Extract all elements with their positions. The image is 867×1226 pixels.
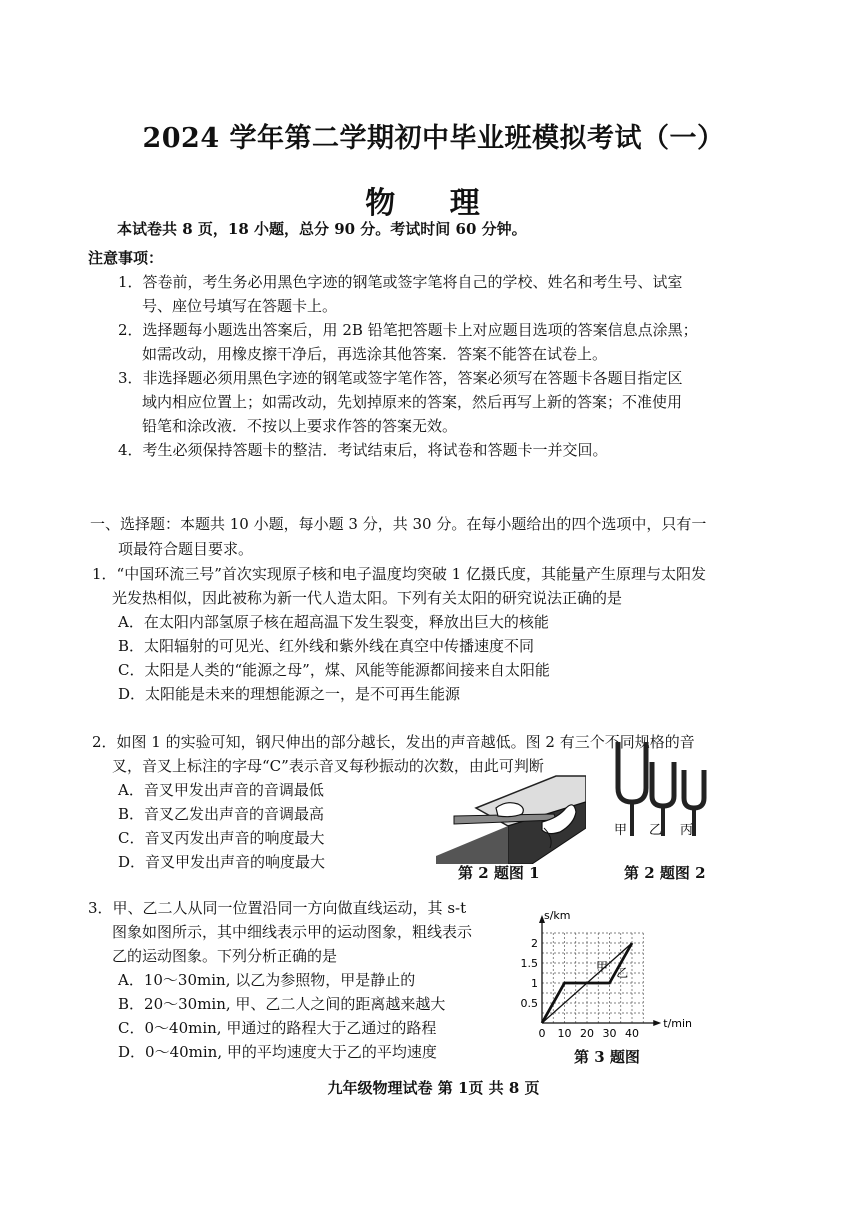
q2-option-d: D．音叉甲发出声音的响度最大 [118, 853, 326, 871]
note-line: 4．考生必须保持答题卡的整洁．考试结束后，将试卷和答题卡一并交回。 [118, 441, 608, 459]
q3-stem: 3．甲、乙二人从同一位置沿同一方向做直线运动，其 s-t [88, 899, 467, 917]
q1-stem-cont: 光发热相似，因此被称为新一代人造太阳。下列有关太阳的研究说法正确的是 [112, 589, 623, 607]
x-tick-label: 40 [625, 1027, 639, 1040]
y-axis-label: s/km [544, 909, 571, 922]
q3-option-b: B．20～30min, 甲、乙二人之间的距离越来越大 [118, 995, 446, 1013]
q2-fig2-caption: 第 2 题图 2 [624, 864, 706, 882]
q3-option-c: C．0～40min, 甲通过的路程大于乙通过的路程 [118, 1019, 437, 1037]
q2-option-a: A．音叉甲发出声音的音调最低 [118, 781, 324, 799]
x-tick-label: 20 [580, 1027, 594, 1040]
q1-stem: 1．“中国环流三号”首次实现原子核和电子温度均突破 1 亿摄氏度，其能量产生原理与太阳发 [92, 565, 706, 583]
fork-label-jia: 甲 [614, 823, 628, 838]
q1-option-b: B．太阳辐射的可见光、红外线和紫外线在真空中传播速度不同 [118, 637, 535, 655]
q2-stem-cont: 叉，音叉上标注的字母“C”表示音叉每秒振动的次数，由此可判断 [112, 757, 544, 775]
fork-jia-icon [618, 742, 646, 802]
note-line: 域内相应位置上；如需改动，先划掉原来的答案，然后再写上新的答案；不准使用 [142, 393, 683, 411]
q1-option-d: D．太阳能是未来的理想能源之一，是不可再生能源 [118, 685, 461, 703]
q1-option-c: C．太阳是人类的“能源之母”，煤、风能等能源都间接来自太阳能 [118, 661, 550, 679]
note-line: 铅笔和涂改液．不按以上要求作答的答案无效。 [142, 417, 458, 435]
exam-title: 2024 学年第二学期初中毕业班模拟考试（一） [142, 123, 725, 154]
y-tick-label: 0.5 [520, 997, 538, 1010]
y-tick-label: 1 [531, 977, 538, 990]
fork-label-bing: 丙 [680, 823, 694, 838]
section1-header: 一、选择题：本题共 10 小题，每小题 3 分，共 30 分。在每小题给出的四个选项中，只有一 [90, 515, 707, 533]
hand-press [496, 803, 523, 817]
fork-bing-icon [684, 770, 704, 808]
q3-option-a: A．10～30min, 以乙为参照物，甲是静止的 [118, 971, 416, 989]
subject-title: 物 理 [365, 186, 502, 221]
page-footer: 九年级物理试卷 第 1页 共 8 页 [327, 1079, 540, 1097]
q1-option-a: A．在太阳内部氢原子核在超高温下发生裂变，释放出巨大的核能 [118, 613, 549, 631]
ruler-experiment-figure [436, 768, 586, 864]
notes-heading: 注意事项： [88, 249, 164, 267]
series-label-yi: 乙 [616, 966, 629, 980]
q3-stem-cont: 图象如图所示，其中细线表示甲的运动图象，粗线表示 [112, 923, 473, 941]
st-graph [520, 895, 700, 1050]
section1-header-cont: 项最符合题目要求。 [118, 540, 254, 558]
note-line: 号、座位号填写在答题卡上。 [142, 297, 338, 315]
x-axis-arrow [653, 1020, 661, 1026]
note-line: 1．答卷前，考生务必用黑色字迹的钢笔或签字笔将自己的学校、姓名和考生号、试室 [118, 273, 683, 291]
q2-option-b: B．音叉乙发出声音的音调最高 [118, 805, 325, 823]
x-axis-label: t/min [663, 1017, 693, 1030]
q3-fig-caption: 第 3 题图 [574, 1048, 640, 1066]
x-tick-label: 30 [602, 1027, 617, 1040]
note-line: 2．选择题每小题选出答案后，用 2B 铅笔把答题卡上对应题目选项的答案信息点涂黑； [118, 321, 698, 339]
note-line: 如需改动，用橡皮擦干净后，再选涂其他答案．答案不能答在试卷上。 [142, 345, 608, 363]
tuning-forks-figure [612, 740, 716, 840]
y-tick-label: 2 [531, 937, 538, 950]
table-leg [436, 826, 508, 864]
note-line: 3．非选择题必须用黑色字迹的钢笔或签字笔作答，答案必须写在答题卡各题目指定区 [118, 369, 683, 387]
x-tick-label: 0 [538, 1027, 546, 1040]
q2-fig1-caption: 第 2 题图 1 [458, 864, 540, 882]
q2-stem: 2．如图 1 的实验可知，钢尺伸出的部分越长，发出的声音越低。图 2 有三个不同规格的音 [92, 733, 695, 751]
exam-intro: 本试卷共 8 页，18 小题，总分 90 分。考试时间 60 分钟。 [117, 220, 527, 238]
q2-option-c: C．音叉丙发出声音的响度最大 [118, 829, 325, 847]
fork-label-yi: 乙 [649, 823, 663, 838]
q3-option-d: D．0～40min, 甲的平均速度大于乙的平均速度 [118, 1043, 437, 1061]
x-tick-label: 10 [557, 1027, 572, 1040]
q3-stem-cont: 乙的运动图象。下列分析正确的是 [112, 947, 338, 965]
y-tick-label: 1.5 [520, 957, 538, 970]
fork-yi-icon [652, 762, 674, 806]
series-label-jia: 甲 [596, 960, 609, 974]
